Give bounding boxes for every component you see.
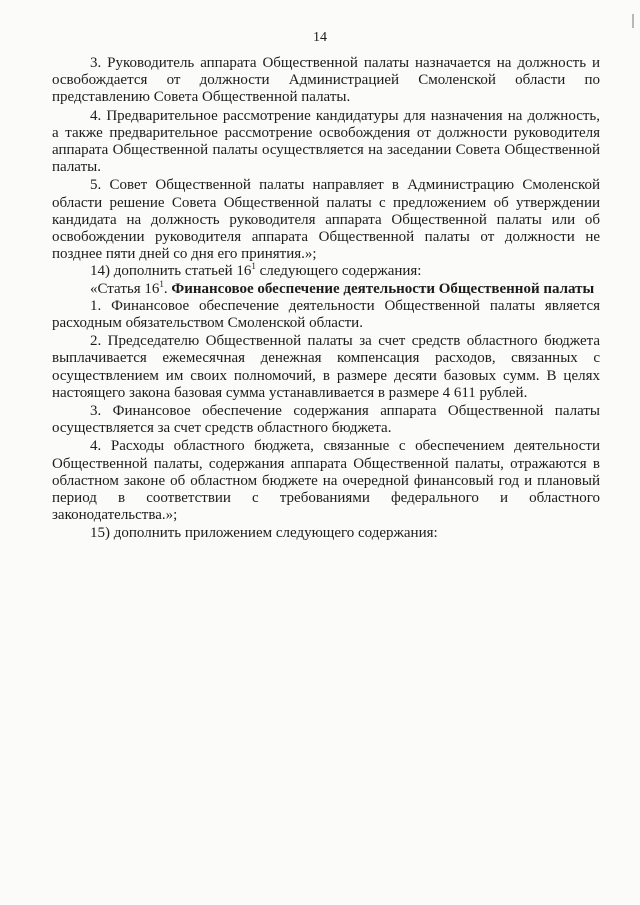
article-dot: . [163, 280, 172, 297]
article-heading [52, 278, 600, 298]
paragraph-8: 3. Финансовое обеспечение содержания аппарата Общественной палаты осуществляется за счет средств областного бюджета. [52, 403, 600, 437]
page-number: 14 [313, 30, 327, 45]
superscript-number: 1 [251, 261, 256, 272]
article-superscript: 1 [159, 278, 164, 289]
paragraph-3: 5. Совет Общественной палаты направляет в Администрацию Смоленской области решение Совета Общественной палаты с предложением об утверждении кандидата на должность руководителя аппарата Общественной палаты или об освобождении руководителя аппарата Общественной палаты от должности не позднее пяти дней со дня его принятия.»; [52, 177, 600, 263]
paragraph-2: 4. Предварительное рассмотрение кандидатуры для назначения на должность, а также предварительное рассмотрение освобождения от должности руководителя аппарата Общественной палаты осуществляется на заседании Совета Общественной палаты. [52, 107, 600, 176]
paragraph-10: 15) дополнить приложением следующего содержания: [90, 525, 438, 542]
scan-edge-mark [632, 14, 634, 28]
paragraph-7: 2. Председателю Общественной палаты за счет средств областного бюджета выплачивается ежемесячная денежная компенсация расходов, связанных с осуществлением им своих полномочий, в размере десяти базовых сумм. В целях настоящего закона базовая сумма устанавливается в размере 4 611 рублей. [52, 333, 600, 401]
paragraph-6: 1. Финансовое обеспечение деятельности Общественной палаты является расходным обязательством Смоленской области. [52, 297, 600, 332]
article-number: «Статья 16 [90, 280, 160, 297]
article-title: Финансовое обеспечение деятельности Общественной палаты [171, 280, 595, 297]
paragraph-1: 3. Руководитель аппарата Общественной палаты назначается на должность и освобождается от должности Администрацией Смоленской области по представлению Совета Общественной палаты. [52, 55, 600, 106]
amendment-14-suffix: следующего содержания: [255, 263, 422, 280]
amendment-14-prefix: 14) дополнить статьей 16 [90, 263, 252, 280]
document-body [52, 55, 600, 543]
paragraph-4 [52, 263, 600, 280]
paragraph-9: 4. Расходы областного бюджета, связанные с обеспечением деятельности Общественной палаты, содержания аппарата Общественной палаты, отражаются в областном законе об областном бюджете на очередной финансовый год и плановый период в соответствии с требованиями федерального и областного законодательства.»; [52, 438, 600, 524]
